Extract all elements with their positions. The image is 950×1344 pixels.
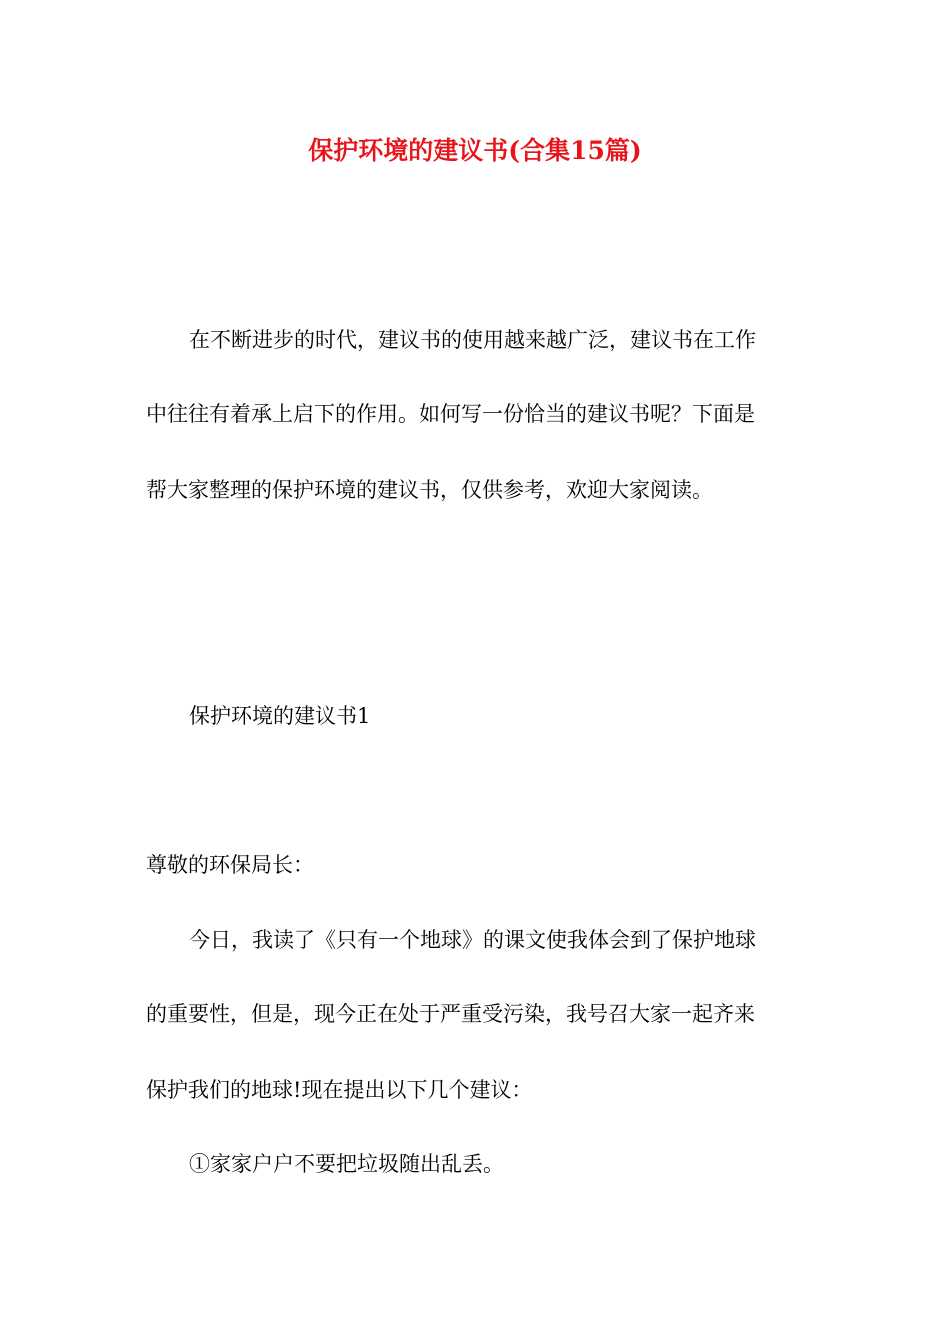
body-line-2: 的重要性，但是，现今正在处于严重受污染，我号召大家一起齐来	[146, 1002, 755, 1026]
body-line-3: 保护我们的地球!现在提出以下几个建议：	[146, 1078, 533, 1102]
document-title: 保护环境的建议书(合集15篇)	[308, 136, 642, 165]
list-item: ①家家户户不要把垃圾随出乱丢。	[189, 1152, 504, 1176]
salutation: 尊敬的环保局长：	[146, 853, 314, 877]
section-heading: 保护环境的建议书1	[189, 704, 371, 728]
intro-line-3: 帮大家整理的保护环境的建议书，仅供参考，欢迎大家阅读。	[146, 478, 713, 502]
body-line-1: 今日，我读了《只有一个地球》的课文使我体会到了保护地球	[189, 928, 756, 952]
intro-line-2: 中往往有着承上启下的作用。如何写一份恰当的建议书呢？下面是	[146, 402, 755, 426]
intro-line-1: 在不断进步的时代，建议书的使用越来越广泛，建议书在工作	[189, 328, 756, 352]
